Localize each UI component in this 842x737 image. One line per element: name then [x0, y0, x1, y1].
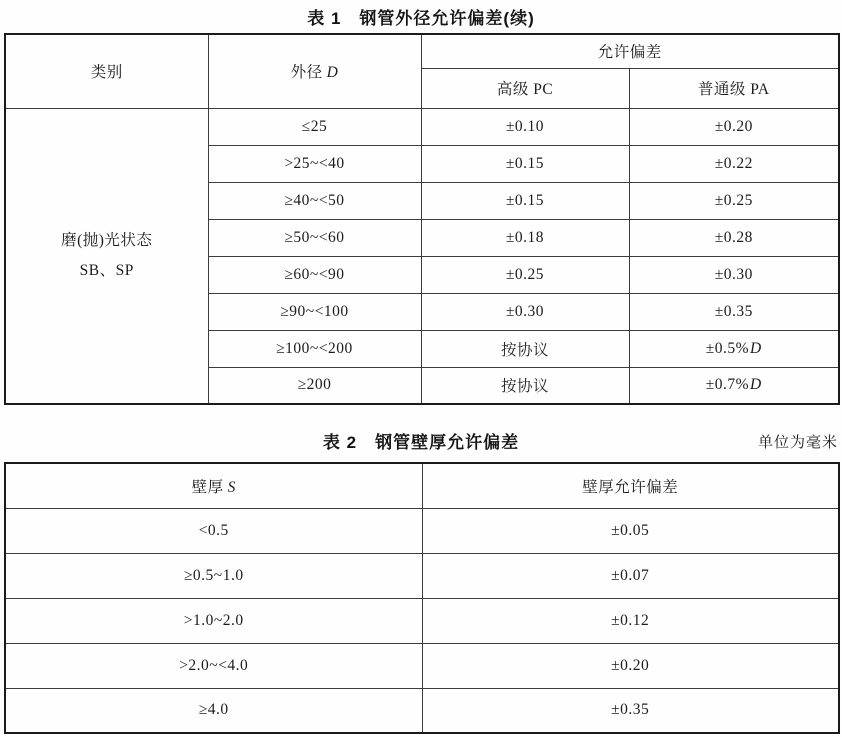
t1-pc-cell-agreement: 按协议: [421, 330, 629, 367]
t1-range-cell: ≥40~<50: [208, 182, 421, 219]
category-line-1: 磨(抛)光状态: [61, 232, 153, 250]
table2-header-thickness: [5, 463, 422, 508]
table1-title: 表 1 钢管外径允许偏差(续): [307, 9, 535, 28]
t2-tol-cell: ±0.20: [422, 643, 839, 688]
t1-pa-cell: ±0.30: [629, 256, 839, 293]
t1-range-cell: ≥50~<60: [208, 219, 421, 256]
t2-range-cell: ≥4.0: [5, 688, 422, 733]
table2-title: 表 2 钢管壁厚允许偏差: [322, 433, 520, 452]
t1-range-cell: ≥100~<200: [208, 330, 421, 367]
t1-pa-cell: ±0.25: [629, 182, 839, 219]
table2-header-thickness-label: 壁厚: [191, 478, 224, 496]
t1-pa-cell: [629, 330, 839, 367]
t2-range-cell: >1.0~2.0: [5, 598, 422, 643]
t1-range-cell: ≥200: [208, 367, 421, 404]
table2-header-tolerance: 壁厚允许偏差: [422, 463, 839, 508]
table2-row: [5, 688, 839, 733]
table2-row: [5, 508, 839, 553]
table1-header-grade-pc: 高级 PC: [421, 68, 629, 108]
t1-range-cell: ≥60~<90: [208, 256, 421, 293]
t1-pa-cell: ±0.20: [629, 108, 839, 145]
t1-pc-cell-agreement: 按协议: [421, 367, 629, 404]
t2-tol-cell: ±0.35: [422, 688, 839, 733]
table2-caption-bar: [0, 405, 842, 462]
t1-pc-cell: ±0.25: [421, 256, 629, 293]
table1-header-diameter-label: 外径: [290, 64, 323, 82]
table1-header-category: 类别: [5, 34, 208, 108]
table1-outer-diameter-tolerance: [4, 33, 840, 405]
t1-pa-cell: ±0.22: [629, 145, 839, 182]
t1-pa-var: D: [750, 339, 762, 357]
table1-header-diameter-var: D: [326, 64, 339, 82]
table1-header-diameter: [208, 34, 421, 108]
table1-title-bar: [0, 0, 842, 33]
t2-range-cell: ≥0.5~1.0: [5, 553, 422, 598]
table1-header-row-1: [5, 34, 839, 68]
unit-note: 单位为毫米: [757, 434, 838, 451]
table1-category-cell: [5, 108, 208, 404]
table1-header-grade-pa: 普通级 PA: [629, 68, 839, 108]
table1-header-tolerance: 允许偏差: [421, 34, 839, 68]
t2-range-cell: >2.0~<4.0: [5, 643, 422, 688]
category-line-2: SB、SP: [79, 261, 134, 279]
table2-wall-thickness-tolerance: [4, 462, 840, 734]
table2-header-row: [5, 463, 839, 508]
t1-range-cell: ≤25: [208, 108, 421, 145]
t1-pa-prefix: ±0.5%: [705, 339, 750, 357]
t2-tol-cell: ±0.12: [422, 598, 839, 643]
t1-pa-var: D: [750, 376, 762, 394]
t2-tol-cell: ±0.05: [422, 508, 839, 553]
table2-header-thickness-var: S: [227, 478, 236, 496]
t1-range-cell: >25~<40: [208, 145, 421, 182]
table2-row: [5, 553, 839, 598]
t1-pc-cell: ±0.15: [421, 182, 629, 219]
table2-row: [5, 598, 839, 643]
table2-row: [5, 643, 839, 688]
t2-range-cell: <0.5: [5, 508, 422, 553]
t1-pa-cell: [629, 367, 839, 404]
t1-pc-cell: ±0.15: [421, 145, 629, 182]
t1-pc-cell: ±0.30: [421, 293, 629, 330]
t2-tol-cell: ±0.07: [422, 553, 839, 598]
t1-pa-cell: ±0.28: [629, 219, 839, 256]
t1-pa-prefix: ±0.7%: [705, 376, 750, 394]
t1-pa-cell: ±0.35: [629, 293, 839, 330]
t1-range-cell: ≥90~<100: [208, 293, 421, 330]
t1-pc-cell: ±0.10: [421, 108, 629, 145]
t1-pc-cell: ±0.18: [421, 219, 629, 256]
table1-row: [5, 108, 839, 145]
